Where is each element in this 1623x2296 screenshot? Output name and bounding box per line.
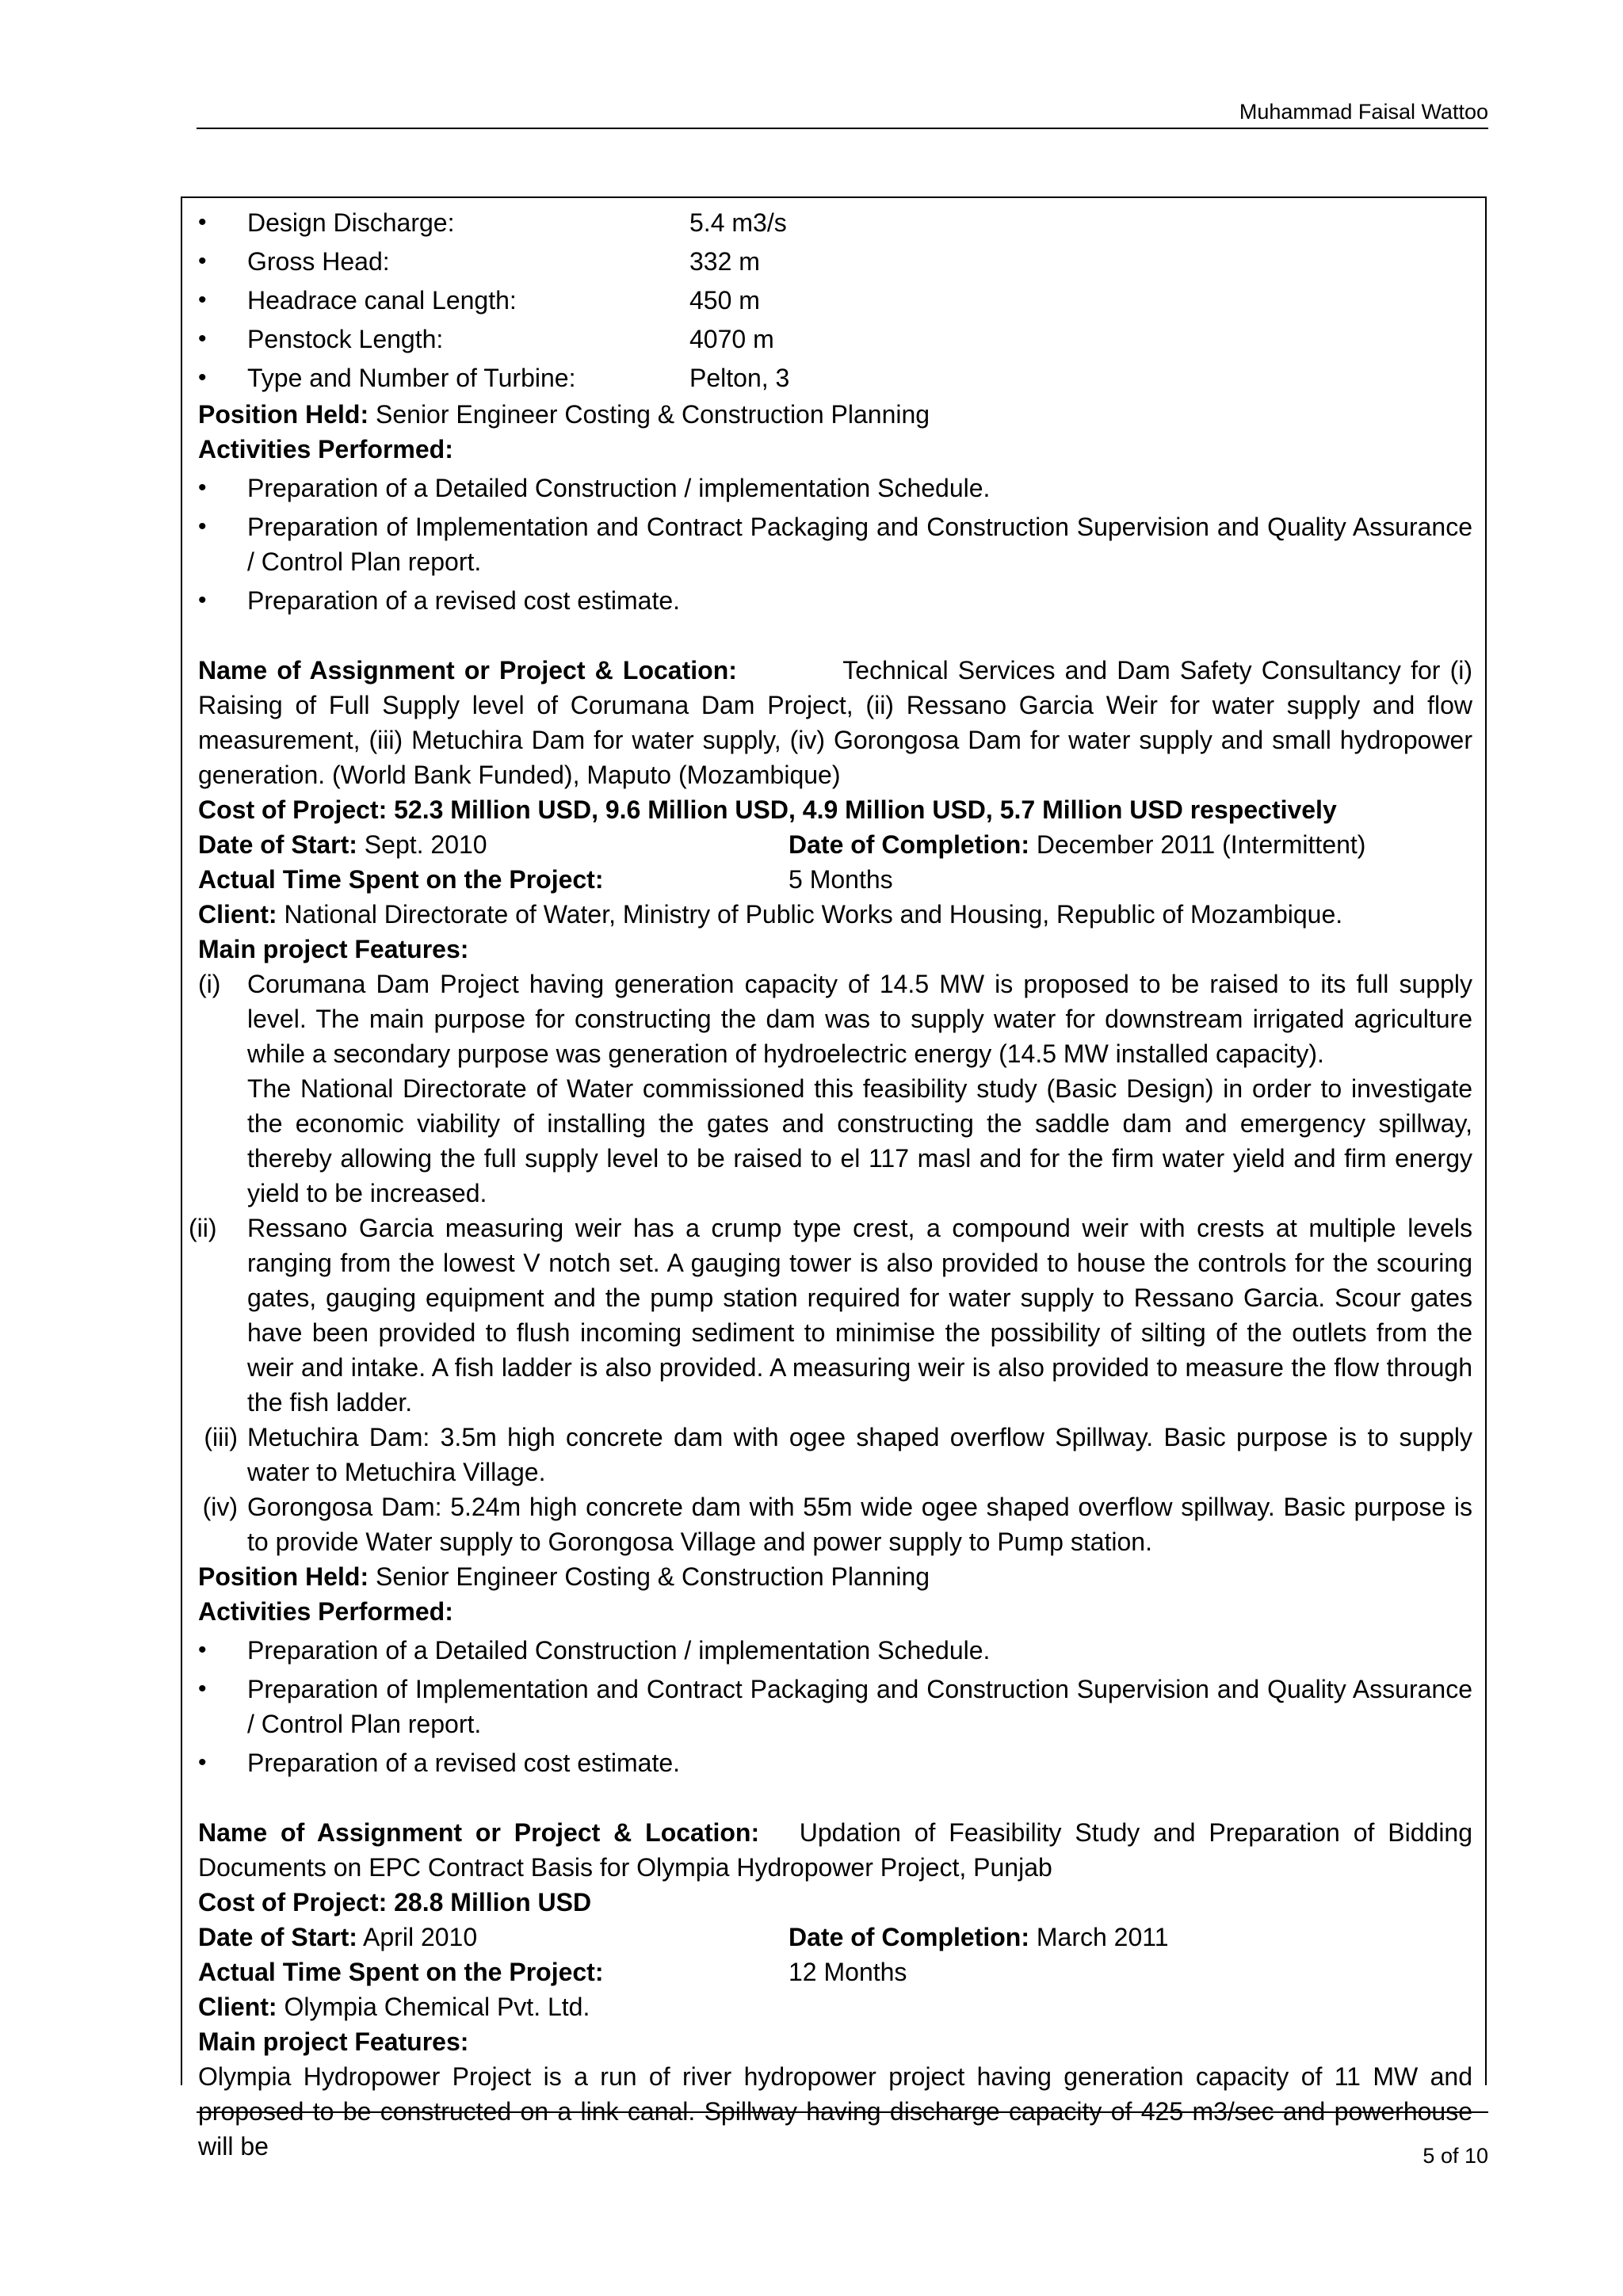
page-number: 5 of 10 xyxy=(1423,2144,1488,2168)
spec-label: Gross Head: xyxy=(247,246,390,276)
bullet-icon: • xyxy=(198,286,207,313)
bullet-icon: • xyxy=(198,475,207,501)
spec-label: Design Discharge: xyxy=(247,208,455,237)
bullet-icon: • xyxy=(198,1676,207,1702)
list-item: • Preparation of Implementation and Contract Packaging and Construction Supervision and Quality Assurance / Control Plan report. xyxy=(198,1672,1472,1741)
content-body xyxy=(189,198,1473,2164)
bullet-icon: • xyxy=(198,1749,207,1775)
bullet-icon: • xyxy=(198,208,207,235)
bullet-icon: • xyxy=(198,587,207,613)
features-heading: Main project Features: xyxy=(198,935,469,963)
spec-value: 332 m xyxy=(689,246,760,276)
bullet-icon: • xyxy=(198,513,207,540)
spec-value: 5.4 m3/s xyxy=(689,208,787,237)
project-name: Name of Assignment or Project & Location: Updation of Feasibility Study and Preparation of Bidding Documents on EPC Contract Basis for Olympia Hydropower Project, Punjab xyxy=(198,1818,1473,1882)
project-name: Name of Assignment or Project & Location: Technical Services and Dam Safety Consultancy for (i) Raising of Full Supply level of Corumana Dam Project, (ii) Ressano Garcia Weir for water supply and flow measurement, (iii) Metuchira Dam for water supply, (iv) Gorongosa Dam for water supply and small hydropower generation. (World Bank Funded), Maputo (Mozambique) xyxy=(198,656,1473,789)
position-held: Position Held: Senior Engineer Costing & Construction Planning xyxy=(198,1562,930,1591)
feature-item: (iv) Gorongosa Dam: 5.24m high concrete dam with 55m wide ogee shaped overflow spillway. Basic purpose is to provide Water supply to Gorongosa Village and power supply to Pump station. xyxy=(202,1493,1472,1556)
footer-divider xyxy=(197,2111,1488,2113)
project-dates: Date of Start: Sept. 2010 Date of Completion: December 2011 (Intermittent) xyxy=(198,830,1366,859)
bullet-icon: • xyxy=(198,1637,207,1663)
position-held: Position Held: Senior Engineer Costing & Construction Planning xyxy=(198,400,930,429)
spec-item xyxy=(198,242,1472,280)
project-client: Client: Olympia Chemical Pvt. Ltd. xyxy=(198,1993,590,2021)
activities-heading: Activities Performed: xyxy=(198,1597,453,1626)
bullet-icon: • xyxy=(198,247,207,274)
spec-value: 4070 m xyxy=(689,324,774,353)
features-heading: Main project Features: xyxy=(198,2027,469,2056)
list-item: • Preparation of a Detailed Construction / implementation Schedule. xyxy=(198,471,1472,505)
spec-list xyxy=(198,203,1472,397)
spec-label: Type and Number of Turbine: xyxy=(247,363,576,392)
spec-value: Pelton, 3 xyxy=(689,363,790,392)
list-item: • Preparation of Implementation and Contract Packaging and Construction Supervision and Quality Assurance / Control Plan report. xyxy=(198,509,1472,579)
bullet-icon: • xyxy=(198,364,207,391)
activities-list xyxy=(198,1633,1472,1780)
bullet-icon: • xyxy=(198,325,207,352)
project-cost: Cost of Project: 28.8 Million USD xyxy=(198,1888,592,1917)
features-text: Olympia Hydropower Project is a run of river hydropower project having generation capacity of 11 MW and proposed to be constructed on a link canal. Spillway having discharge capacity of 425 m3/sec and powerhouse will be xyxy=(198,2062,1472,2161)
activities-heading: Activities Performed: xyxy=(198,435,453,463)
project-dates: Date of Start: April 2010 Date of Completion: March 2011 xyxy=(198,1923,1169,1951)
feature-item: (i) Corumana Dam Project having generation capacity of 14.5 MW is proposed to be raised to its full supply level. The main purpose for constructing the dam was to supply water for downstream irrigated agriculture while a secondary purpose was generation of hydroelectric energy (14.5 MW installed capacity). The National Directorate of Water commissioned this feasibility study (Basic Design) in order to investigate the economic viability of installing the gates and constructing the saddle dam and emergency spillway, thereby allowing the full supply level to be raised to el 117 masl and for the firm water yield and firm energy yield to be increased. xyxy=(198,970,1472,1207)
spec-item xyxy=(198,319,1472,358)
list-item: • Preparation of a Detailed Construction / implementation Schedule. xyxy=(198,1633,1472,1668)
project-cost: Cost of Project: 52.3 Million USD, 9.6 Million USD, 4.9 Million USD, 5.7 Million USD respectively xyxy=(198,795,1337,824)
spec-item xyxy=(198,358,1472,397)
feature-item: (ii) Ressano Garcia measuring weir has a crump type crest, a compound weir with crests at multiple levels ranging from the lowest V notch set. A gauging tower is also provided to house the controls for the scouring gates, gauging equipment and the pump station required for water supply to Ressano Garcia. Scour gates have been provided to flush incoming sediment to minimise the possibility of silting of the outlets from the weir and intake. A fish ladder is also provided. A measuring weir is also provided to measure the flow through the fish ladder. xyxy=(189,1214,1472,1417)
project-client: Client: National Directorate of Water, Ministry of Public Works and Housing, Republic of Mozambique. xyxy=(198,900,1343,929)
header-divider xyxy=(197,128,1488,129)
project-time-spent: Actual Time Spent on the Project: 5 Months xyxy=(198,865,893,894)
list-item: • Preparation of a revised cost estimate. xyxy=(198,1745,1472,1780)
spec-item xyxy=(198,203,1472,242)
features-list xyxy=(189,967,1472,1559)
spec-value: 450 m xyxy=(689,285,760,315)
spec-label: Penstock Length: xyxy=(247,324,444,353)
spec-label: Headrace canal Length: xyxy=(247,285,517,315)
header-author-name: Muhammad Faisal Wattoo xyxy=(1239,100,1488,124)
spec-item xyxy=(198,280,1472,319)
activities-list xyxy=(198,471,1472,618)
project-time-spent: Actual Time Spent on the Project: 12 Months xyxy=(198,1958,907,1986)
feature-item: (iii) Metuchira Dam: 3.5m high concrete dam with ogee shaped overflow Spillway. Basic purpose is to supply water to Metuchira Village. xyxy=(204,1423,1472,1486)
list-item: • Preparation of a revised cost estimate. xyxy=(198,583,1472,618)
